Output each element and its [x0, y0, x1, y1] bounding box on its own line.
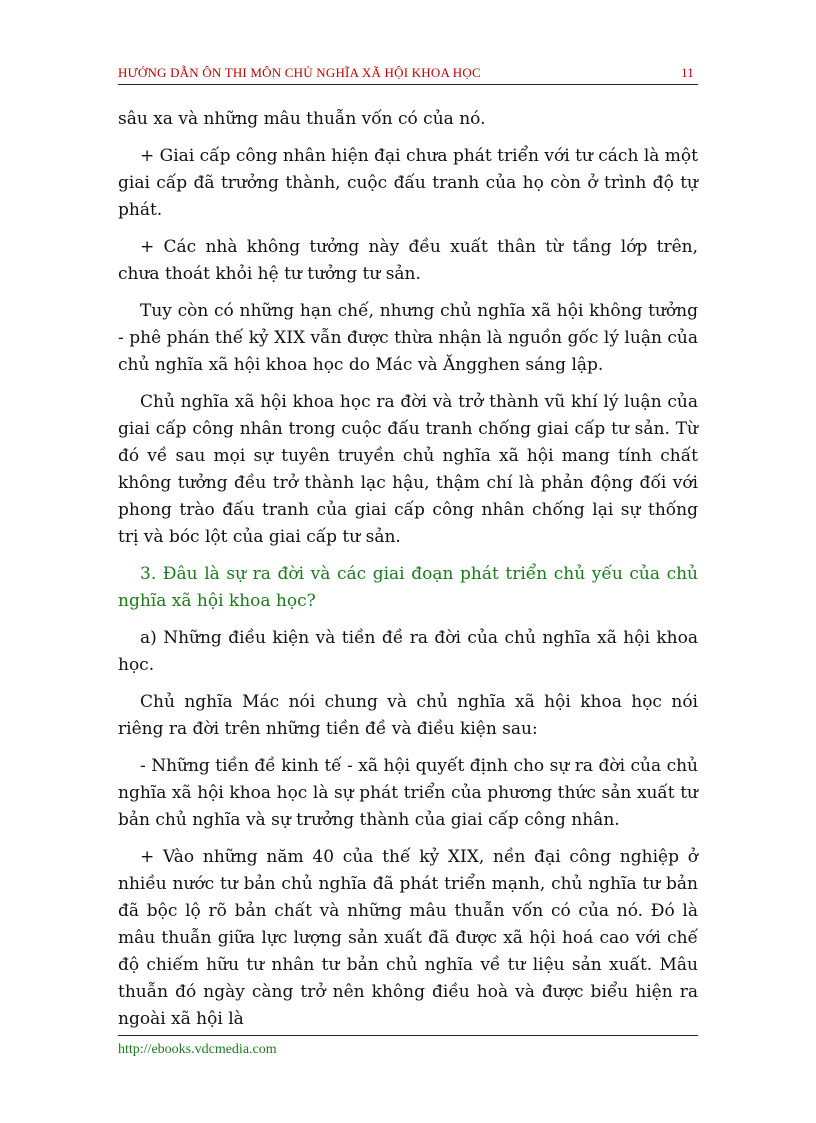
page-body: [118, 106, 698, 1043]
page-footer: [118, 1035, 698, 1058]
page-header: [118, 64, 698, 85]
subsection-heading-a: a) Những điều kiện và tiền đề ra đời của chủ nghĩa xã hội khoa học.: [118, 628, 698, 675]
paragraph-bullet-utopians: + Các nhà không tưởng này đều xuất thân từ tầng lớp trên, chưa thoát khỏi hệ tư tưởng tư sản.: [118, 237, 698, 284]
paragraph-scientific-socialism: Chủ nghĩa xã hội khoa học ra đời và trở thành vũ khí lý luận của giai cấp công nhân trong cuộc đấu tranh chống giai cấp tư sản. Từ đó về sau mọi sự tuyên truyền chủ nghĩa xã hội mang tính chất không tưởng đều trở thành lạc hậu, thậm chí là phản động đối với phong trào đấu tranh của giai cấp công nhân chống lại sự thống trị và bóc lột của giai cấp tư sản.: [118, 392, 698, 547]
paragraph-bullet-working-class: + Giai cấp công nhân hiện đại chưa phát triển với tư cách là một giai cấp đã trưởng thành, cuộc đấu tranh của họ còn ở trình độ tự phát.: [118, 146, 698, 220]
question-heading: 3. Đâu là sự ra đời và các giai đoạn phát triển chủ yếu của chủ nghĩa xã hội khoa học?: [118, 564, 698, 611]
paragraph-economic-premises: - Những tiền đề kinh tế - xã hội quyết định cho sự ra đời của chủ nghĩa xã hội khoa học là sự phát triển của phương thức sản xuất tư bản chủ nghĩa và sự trưởng thành của giai cấp công nhân.: [118, 756, 698, 830]
page-number: 11: [681, 65, 694, 80]
paragraph-bullet-1840s: + Vào những năm 40 của thế kỷ XIX, nền đại công nghiệp ở nhiều nước tư bản chủ nghĩa đã phát triển mạnh, chủ nghĩa tư bản đã bộc lộ rõ bản chất và những mâu thuẫn vốn có của nó. Đó là mâu thuẫn giữa lực lượng sản xuất đã được xã hội hoá cao với chế độ chiếm hữu tư nhân tư bản chủ nghĩa về tư liệu sản xuất. Mâu thuẫn đó ngày càng trở nên không điều hoà và được biểu hiện ra ngoài xã hội là: [118, 847, 698, 1029]
paragraph-continuation: sâu xa và những mâu thuẫn vốn có của nó.: [118, 109, 486, 129]
paragraph-limitations: Tuy còn có những hạn chế, nhưng chủ nghĩa xã hội không tưởng - phê phán thế kỷ XIX vẫn được thừa nhận là nguồn gốc lý luận của chủ nghĩa xã hội khoa học do Mác và Ăngghen sáng lập.: [118, 301, 698, 375]
footer-link[interactable]: http://ebooks.vdcmedia.com: [118, 1042, 277, 1057]
paragraph-marxism-intro: Chủ nghĩa Mác nói chung và chủ nghĩa xã hội khoa học nói riêng ra đời trên những tiền đề và điều kiện sau:: [118, 692, 698, 739]
header-title: HƯỚNG DẪN ÔN THI MÔN CHỦ NGHĨA XÃ HỘI KHOA HỌC: [118, 65, 481, 80]
